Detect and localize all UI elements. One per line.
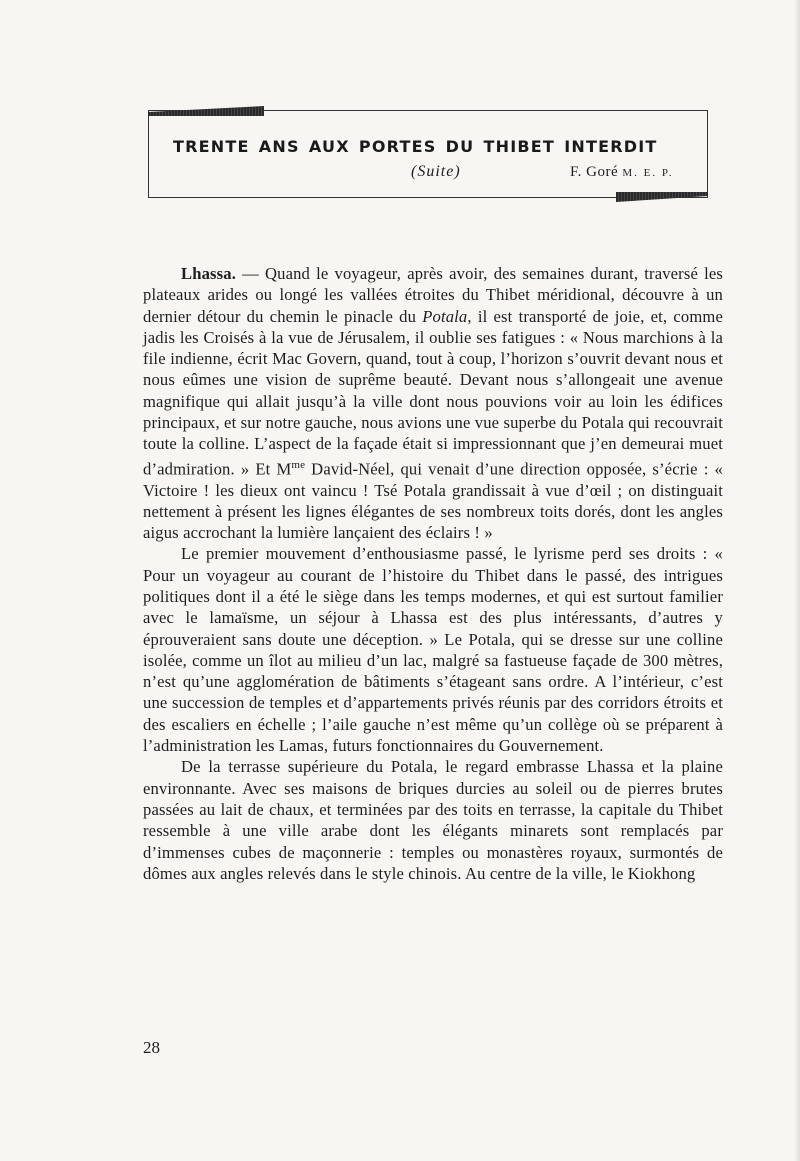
paragraph-1: [143, 263, 723, 543]
paragraph-1-part-b: , il est transporté de joie, et, comme jadis les Croisés à la vue de Jérusalem, il oublie ses fatigues : « Nous marchions à la file indienne, écrit Mac Govern, quand, tout à coup, l’horizon s’ouvrit devant nous et nous eûmes une vision de suprême beauté. Devant nous s’allongeait une avenue magnifique qui allait jusqu’à la ville dont nous pouvions voir au loin les édifices principaux, et sur notre gauche, nous avions une vue superbe du Potala qui recouvrait toute la colline. L’aspect de la façade était si impressionnant que j’en demeurai muet d’admiration. » Et M: [143, 306, 723, 479]
title-frame: [148, 106, 704, 202]
paragraph-1-part-c: David-Néel, qui venait d’une direction opposée, s’écrie : « Victoire ! les dieux ont vaincu ! Tsé Potala grandissait à vue d’œil ; on distinguait nettement à présent les lignes élégantes de ses nombreux toits dorés, dont les angles aigus accrochant la lumière lançaient des éclairs ! »: [143, 459, 723, 543]
article-body: [143, 263, 723, 884]
paragraph-3: De la terrasse supérieure du Potala, le regard embrasse Lhassa et la plaine environnante. Avec ses maisons de briques durcies au soleil ou de pierres brutes passées au lait de chaux, et terminées par des toits en terrasse, la capitale du Thibet ressemble à une ville arabe dont les élégants minarets sont remplacés par d’immenses cubes de maçonnerie : temples ou monastères royaux, surmontés de dômes aux angles relevés dans le style chinois. Au centre de la ville, le Kiokhong: [143, 757, 723, 883]
article-title: trente ans aux portes du thibet interdit: [173, 132, 658, 158]
page-number: 28: [143, 1038, 160, 1057]
author-line: [570, 164, 674, 181]
author-name: F. Goré: [570, 164, 619, 180]
paragraph-lead: Lhassa.: [181, 264, 237, 283]
suite-label: (Suite): [411, 163, 461, 180]
italic-potala: Potala: [422, 306, 468, 326]
author-suffix: M. E. P.: [622, 167, 674, 179]
paragraph-1-part-a: — Quand le voyageur, après avoir, des semaines durant, traversé les plateaux arides ou longé les vallées étroites du Thibet méridional, découvre à un dernier détour du chemin le pinacle du: [143, 264, 723, 326]
paragraph-2: Le premier mouvement d’enthousiasme passé, le lyrisme perd ses droits : « Pour un voyageur au courant de l’histoire du Thibet dans le passé, des intrigues politiques dont il a été le siège dans les temps modernes, et qui est surtout familier avec le lamaïsme, un séjour à Lhassa est des plus intéressants, d’autres y éprouveraient sans doute une déception. » Le Potala, qui se dresse sur une colline isolée, comme un îlot au milieu d’un lac, malgré sa fastueuse façade de 300 mètres, n’est qu’une agglomération de bâtiments s’étageant sans ordre. A l’intérieur, c’est une succession de temples et d’appartements privés réunis par des corridors étroits et des escaliers en échelle ; l’aile gauche n’est même qu’un collège où se préparent à l’administration les Lamas, futurs fonctionnaires du Gouvernement.: [143, 544, 723, 756]
page-edge-shadow: [794, 0, 800, 1161]
superscript-me: me: [291, 458, 306, 471]
